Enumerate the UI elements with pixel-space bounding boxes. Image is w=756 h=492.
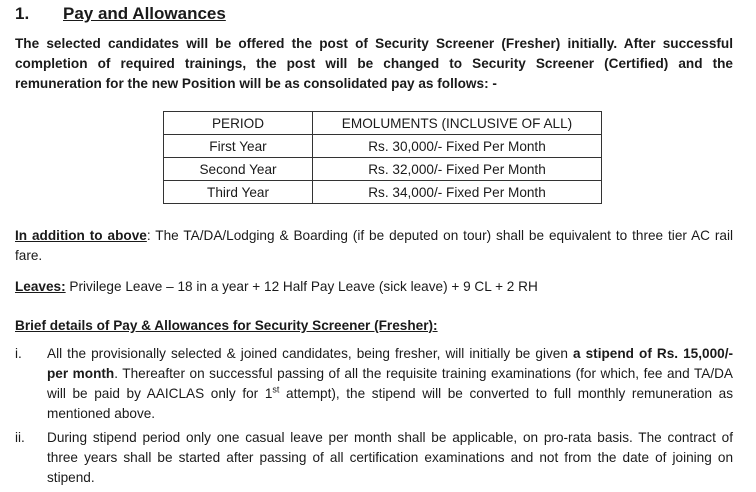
addition-label: In addition to above xyxy=(15,228,147,243)
period-cell: First Year xyxy=(164,135,313,158)
table-row xyxy=(164,135,602,158)
item-text-end: attempt), the stipend will be converted to full monthly remuneration as mentioned above. xyxy=(47,386,733,421)
column-header-period: PERIOD xyxy=(164,112,313,135)
leaves-paragraph xyxy=(15,277,733,297)
emolument-cell: Rs. 32,000/- Fixed Per Month xyxy=(313,158,602,181)
emolument-cell: Rs. 34,000/- Fixed Per Month xyxy=(313,181,602,204)
table-row xyxy=(164,181,602,204)
list-item-text: During stipend period only one casual leave per month shall be applicable, on pro-rata basis. The contract of three years shall be started after passing of all certification examinations and not from the date of joining on stipend. xyxy=(47,430,733,485)
list-item xyxy=(15,428,733,488)
leaves-text: Privilege Leave – 18 in a year + 12 Half Pay Leave (sick leave) + 9 CL + 2 RH xyxy=(65,279,538,294)
emolument-cell: Rs. 30,000/- Fixed Per Month xyxy=(313,135,602,158)
intro-paragraph: The selected candidates will be offered the post of Security Screener (Fresher) initially. After successful completion of required trainings, the post will be changed to Security Screener (Certified) and the remuneration for the new Position will be as consolidated pay as follows: - xyxy=(15,36,733,91)
section-title: Pay and Allowances xyxy=(63,4,226,23)
column-header-emoluments: EMOLUMENTS (INCLUSIVE OF ALL) xyxy=(313,112,602,135)
addition-paragraph xyxy=(15,226,733,266)
period-cell: Third Year xyxy=(164,181,313,204)
brief-details-title: Brief details of Pay & Allowances for Security Screener (Fresher): xyxy=(15,318,438,333)
section-heading xyxy=(15,4,226,24)
item-text-start: All the provisionally selected & joined candidates, being fresher, will initially be given xyxy=(47,346,573,361)
addition-text: : The TA/DA/Lodging & Boarding (if be deputed on tour) shall be equivalent to three tier AC rail fare. xyxy=(15,228,734,263)
ordinal-suffix: st xyxy=(272,384,280,395)
leaves-label: Leaves: xyxy=(15,279,66,294)
list-item-number: ii. xyxy=(15,430,25,445)
pay-table xyxy=(163,111,602,204)
list-item-text xyxy=(47,344,733,424)
list-item-number: i. xyxy=(15,346,22,361)
period-cell: Second Year xyxy=(164,158,313,181)
stipend-amount: a stipend of Rs. 15,000/- per month xyxy=(47,346,734,381)
section-number: 1. xyxy=(15,4,30,23)
table-row xyxy=(164,158,602,181)
item-text-middle: . Thereafter on successful passing of all the requisite training examinations (for which, fee and TA/DA will be paid by AAICLAS only for 1 xyxy=(47,366,733,401)
list-item xyxy=(15,344,733,424)
table-header-row xyxy=(164,112,602,135)
